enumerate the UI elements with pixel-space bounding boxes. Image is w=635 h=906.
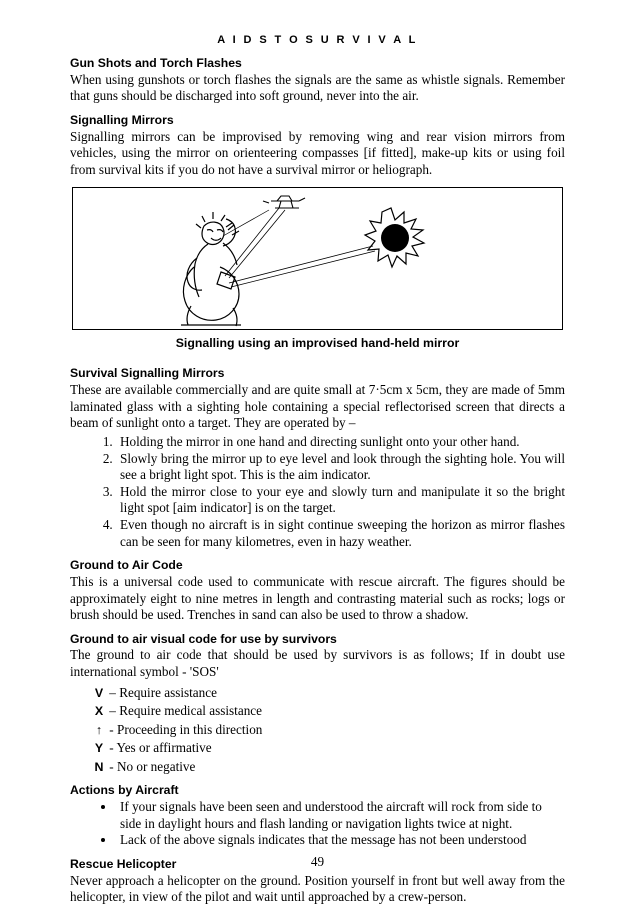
list-item bbox=[92, 721, 565, 739]
paragraph-gun-shots: When using gunshots or torch flashes the signals are the same as whistle signals. Remember that guns should be discharged into soft ground, never into the air. bbox=[70, 71, 565, 104]
paragraph-survival-signalling-mirrors: These are available commercially and are quite small at 7·5cm x 5cm, they are made of 5mm laminated glass with a sighting hole containing a special reflectorised screen that directs a beam of sunlight onto a target. They are operated by – bbox=[70, 382, 565, 431]
list-aircraft-actions bbox=[70, 799, 565, 849]
sun-disc bbox=[381, 224, 409, 252]
code-text: – Require assistance bbox=[109, 684, 217, 700]
page-number: 49 bbox=[310, 854, 325, 869]
list-item: 2. Slowly bring the mirror up to eye level and look through the sighting hole. You will see a bright light spot. This is the aim indicator. bbox=[116, 451, 565, 484]
running-head: A I D S T O S U R V I V A L bbox=[217, 34, 418, 46]
code-symbol: X bbox=[94, 704, 104, 719]
code-text: - Yes or affirmative bbox=[109, 740, 212, 756]
list-item: • If your signals have been seen and understood the aircraft will rock from side to side in daylight hours and flash landing or navigation lights twice at night. bbox=[116, 799, 565, 832]
list-item bbox=[92, 702, 565, 720]
heading-ground-to-air-visual-code: Ground to air visual code for use by survivors bbox=[70, 631, 337, 646]
heading-survival-signalling-mirrors: Survival Signalling Mirrors bbox=[70, 366, 225, 381]
list-item: 4. Even though no aircraft is in sight continue sweeping the horizon as mirror flashes can be seen for many kilometres, even in hazy weather. bbox=[116, 517, 565, 550]
code-text: – Require medical assistance bbox=[109, 703, 262, 719]
list-item: 3. Hold the mirror close to your eye and slowly turn and manipulate it so the bright light spot [aim indicator] is on the target. bbox=[116, 484, 565, 517]
paragraph-rescue-helicopter: Never approach a helicopter on the ground. Position yourself in front but well away from the helicopter, in view of the pilot and wait until approached by a crew-person. bbox=[70, 872, 565, 905]
heading-actions-by-aircraft: Actions by Aircraft bbox=[70, 783, 179, 798]
figure-signalling-mirror bbox=[72, 187, 563, 330]
code-symbol: ↑ bbox=[95, 722, 103, 737]
heading-signalling-mirrors: Signalling Mirrors bbox=[70, 112, 174, 127]
paragraph-signalling-mirrors: Signalling mirrors can be improvised by removing wing and rear vision mirrors from vehicles, using the mirror on orienteering compasses [if fitted], make-up kits or using foil from survival kits if you do not have a survival mirror or heliograph. bbox=[70, 128, 565, 177]
code-symbol: Y bbox=[94, 741, 104, 756]
figure-illustration bbox=[73, 188, 563, 327]
code-text: - Proceeding in this direction bbox=[109, 721, 263, 737]
aircraft-icon bbox=[263, 196, 305, 208]
heading-gun-shots-and-torch-flashes: Gun Shots and Torch Flashes bbox=[70, 56, 242, 70]
list-ground-air-code bbox=[70, 684, 565, 776]
heading-rescue-helicopter: Rescue Helicopter bbox=[70, 856, 177, 871]
list-item bbox=[92, 758, 565, 776]
list-mirror-steps bbox=[70, 434, 565, 550]
paragraph-ground-to-air-visual-code: The ground to air code that should be used by survivors is as follows; If in doubt use international symbol - 'SOS' bbox=[70, 647, 565, 680]
code-symbol: N bbox=[94, 759, 104, 774]
person-illustration bbox=[181, 212, 241, 326]
list-item: • Lack of the above signals indicates that the message has not been understood bbox=[116, 832, 565, 849]
code-symbol: V bbox=[94, 685, 104, 700]
list-item: 1. Holding the mirror in one hand and directing sunlight onto your other hand. bbox=[116, 434, 565, 451]
list-item bbox=[92, 739, 565, 757]
heading-ground-to-air-code: Ground to Air Code bbox=[70, 558, 183, 573]
figure-caption: Signalling using an improvised hand-held mirror bbox=[175, 336, 460, 351]
list-item bbox=[92, 684, 565, 702]
paragraph-ground-to-air-code: This is a universal code used to communicate with rescue aircraft. The figures should be approximately eight to nine metres in length and contrasting material such as rocks; logs or brush should be used. Trenches in sand can also be used to throw a shadow. bbox=[70, 573, 565, 623]
code-text: - No or negative bbox=[109, 758, 196, 774]
